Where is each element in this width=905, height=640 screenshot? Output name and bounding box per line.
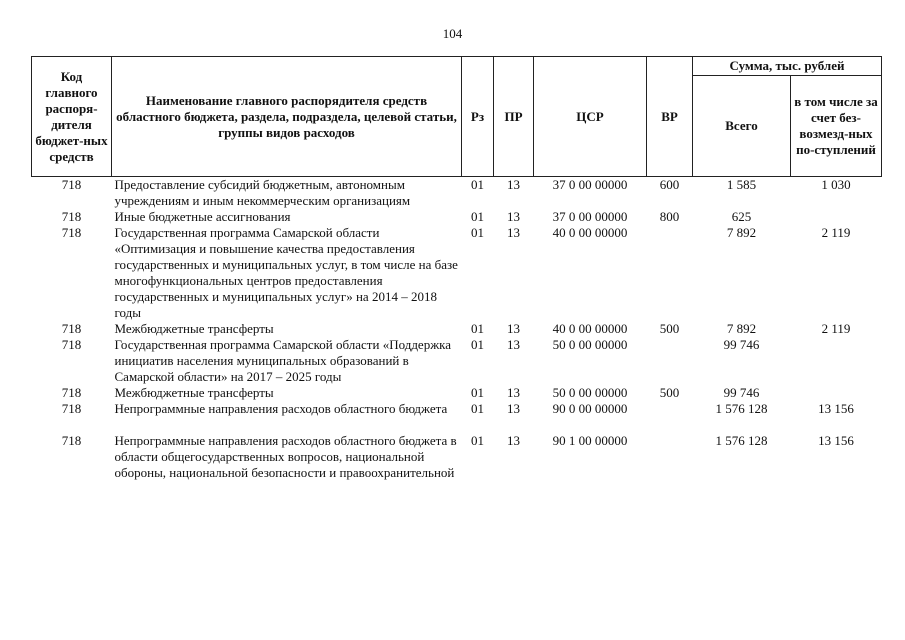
cell-kod: 718 [61, 433, 82, 448]
table-row [32, 385, 882, 401]
header-rz: Рз [462, 57, 494, 177]
header-total: Всего [693, 76, 791, 177]
cell-pr: 13 [507, 337, 520, 352]
budget-table [31, 56, 882, 481]
cell-rz: 01 [471, 401, 484, 416]
cell-csr: 37 0 00 00000 [552, 209, 628, 224]
cell-pr: 13 [507, 209, 520, 224]
cell-bezv: 1 030 [821, 177, 851, 192]
cell-csr: 40 0 00 00000 [552, 225, 628, 240]
cell-kod: 718 [61, 321, 82, 336]
cell-total: 7 892 [726, 321, 757, 336]
cell-csr: 37 0 00 00000 [552, 177, 628, 192]
cell-rz: 01 [471, 177, 484, 192]
cell-csr: 90 0 00 00000 [552, 401, 628, 416]
cell-rz: 01 [471, 385, 484, 400]
table-row [32, 401, 882, 417]
cell-csr: 40 0 00 00000 [552, 321, 628, 336]
table-row [32, 417, 882, 481]
header-name: Наименование главного распорядителя средств областного бюджета, раздела, подраздела, целевой статьи, группы видов расходов [112, 57, 462, 177]
cell-total: 1 585 [726, 177, 757, 192]
cell-pr: 13 [507, 321, 520, 336]
header-sum: Сумма, тыс. рублей [693, 57, 882, 76]
cell-total: 1 576 128 [715, 401, 768, 416]
cell-csr: 50 0 00 00000 [552, 337, 628, 352]
cell-pr: 13 [507, 401, 520, 416]
cell-pr: 13 [507, 177, 520, 192]
cell-pr: 13 [507, 225, 520, 240]
cell-vr [647, 401, 693, 417]
cell-rz: 01 [471, 337, 484, 352]
cell-name: Непрограммные направления расходов областного бюджета в области общегосударственных вопросов, национальной обороны, национальной безопасности и правоохранительной [114, 433, 457, 480]
cell-vr [647, 417, 693, 481]
cell-bezv: 2 119 [821, 321, 851, 336]
table-row [32, 337, 882, 385]
cell-rz: 01 [471, 209, 484, 224]
cell-name: Иные бюджетные ассигнования [114, 209, 291, 224]
cell-bezv: 2 119 [821, 225, 851, 240]
cell-name: Непрограммные направления расходов областного бюджета [114, 401, 448, 416]
cell-kod: 718 [61, 225, 82, 240]
cell-kod: 718 [61, 337, 82, 352]
cell-total: 7 892 [726, 225, 757, 240]
cell-pr: 13 [507, 433, 520, 448]
cell-kod: 718 [61, 401, 82, 416]
cell-vr: 500 [659, 321, 680, 336]
cell-bezv [791, 385, 882, 401]
cell-total: 99 746 [723, 337, 760, 352]
cell-total: 625 [731, 209, 752, 224]
cell-name: Государственная программа Самарской области «Оптимизация и повышение качества предоставления государственных и муниципальных услуг, в том числе на базе многофункциональных центров предоставления государственных и муниципальных услуг» на 2014 – 2018 годы [114, 225, 458, 320]
table-row [32, 209, 882, 225]
cell-name: Межбюджетные трансферты [114, 321, 274, 336]
table-row [32, 321, 882, 337]
header-vr: ВР [647, 57, 693, 177]
cell-vr: 800 [659, 209, 680, 224]
cell-kod: 718 [61, 209, 82, 224]
cell-pr: 13 [507, 385, 520, 400]
header-bezv: в том числе за счет без-возмезд-ных по-ступлений [791, 76, 882, 177]
cell-vr [647, 225, 693, 321]
cell-total: 1 576 128 [715, 433, 768, 448]
cell-total: 99 746 [723, 385, 760, 400]
cell-name: Предоставление субсидий бюджетным, автономным учреждениям и иным некоммерческим организациям [114, 177, 411, 208]
cell-bezv: 13 156 [818, 401, 854, 416]
cell-kod: 718 [61, 385, 82, 400]
table-row [32, 225, 882, 321]
cell-bezv [791, 209, 882, 225]
cell-name: Государственная программа Самарской области «Поддержка инициатив населения муниципальных образований в Самарской области» на 2017 – 2025 годы [114, 337, 452, 384]
header-kod: Код главного распоря-дителя бюджет-ных средств [32, 57, 112, 177]
cell-rz: 01 [471, 433, 484, 448]
table-row [32, 177, 882, 210]
cell-bezv [791, 337, 882, 385]
cell-name: Межбюджетные трансферты [114, 385, 274, 400]
cell-kod: 718 [61, 177, 82, 192]
cell-rz: 01 [471, 225, 484, 240]
cell-vr: 600 [659, 177, 680, 192]
cell-vr: 500 [659, 385, 680, 400]
cell-csr: 90 1 00 00000 [552, 433, 628, 448]
cell-csr: 50 0 00 00000 [552, 385, 628, 400]
cell-vr [647, 337, 693, 385]
header-csr: ЦСР [534, 57, 647, 177]
header-pr: ПР [494, 57, 534, 177]
cell-rz: 01 [471, 321, 484, 336]
cell-bezv: 13 156 [818, 433, 854, 448]
page-number: 104 [442, 26, 463, 41]
